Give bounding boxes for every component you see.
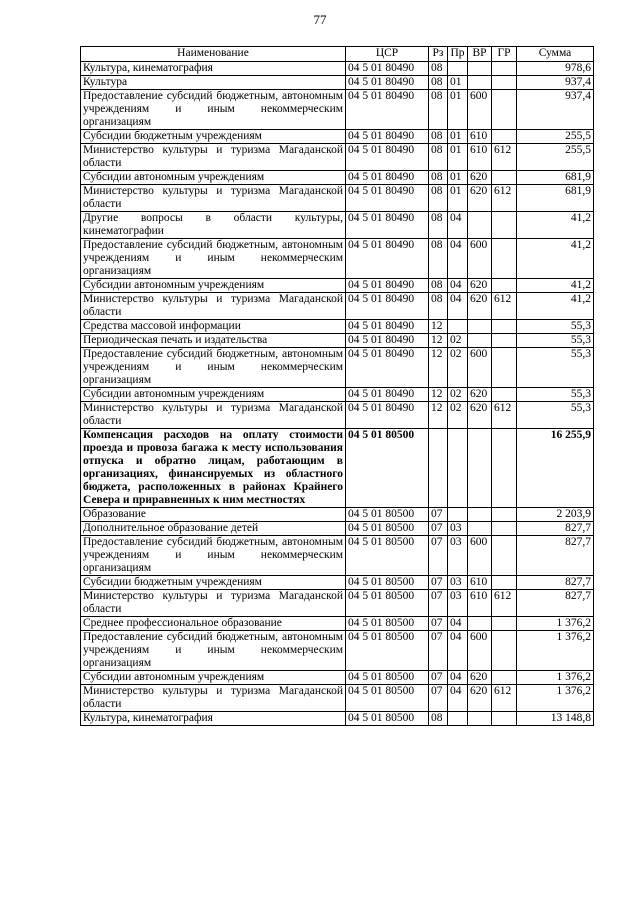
cell-rz — [429, 429, 448, 508]
table-row — [81, 279, 594, 293]
cell-pr: 04 — [448, 685, 468, 712]
cell-pr — [448, 508, 468, 522]
cell-pr: 03 — [448, 536, 468, 576]
cell-pr: 04 — [448, 212, 468, 239]
cell-gr — [492, 62, 517, 76]
table-row — [81, 334, 594, 348]
cell-name: Дополнительное образование детей — [81, 522, 346, 536]
cell-csr: 04 5 01 80500 — [346, 508, 429, 522]
cell-sum: 681,9 — [517, 171, 594, 185]
cell-vr — [468, 522, 492, 536]
cell-rz: 08 — [429, 239, 448, 279]
table-row — [81, 402, 594, 429]
cell-gr: 612 — [492, 590, 517, 617]
cell-pr: 01 — [448, 76, 468, 90]
cell-name: Периодическая печать и издательства — [81, 334, 346, 348]
cell-csr: 04 5 01 80490 — [346, 130, 429, 144]
cell-csr: 04 5 01 80490 — [346, 62, 429, 76]
table-row — [81, 685, 594, 712]
cell-sum: 827,7 — [517, 536, 594, 576]
cell-pr: 04 — [448, 671, 468, 685]
table-row — [81, 348, 594, 388]
cell-pr: 04 — [448, 239, 468, 279]
cell-gr — [492, 631, 517, 671]
cell-csr: 04 5 01 80500 — [346, 617, 429, 631]
cell-sum: 41,2 — [517, 239, 594, 279]
column-header-csr: ЦСР — [346, 47, 429, 62]
cell-name: Министерство культуры и туризма Магаданской области — [81, 590, 346, 617]
cell-sum: 41,2 — [517, 279, 594, 293]
cell-sum: 827,7 — [517, 576, 594, 590]
cell-name: Субсидии автономным учреждениям — [81, 171, 346, 185]
cell-vr — [468, 508, 492, 522]
table-row — [81, 536, 594, 576]
table-row — [81, 590, 594, 617]
cell-gr — [492, 617, 517, 631]
cell-name: Образование — [81, 508, 346, 522]
cell-rz: 12 — [429, 320, 448, 334]
cell-csr: 04 5 01 80490 — [346, 320, 429, 334]
cell-gr — [492, 171, 517, 185]
table-row — [81, 320, 594, 334]
cell-csr: 04 5 01 80500 — [346, 590, 429, 617]
cell-rz: 07 — [429, 671, 448, 685]
cell-name: Субсидии бюджетным учреждениям — [81, 576, 346, 590]
cell-pr: 02 — [448, 334, 468, 348]
cell-gr — [492, 212, 517, 239]
table-row — [81, 522, 594, 536]
cell-pr: 04 — [448, 617, 468, 631]
cell-rz: 08 — [429, 212, 448, 239]
cell-gr — [492, 712, 517, 726]
table-row — [81, 508, 594, 522]
cell-gr — [492, 320, 517, 334]
cell-vr: 620 — [468, 671, 492, 685]
cell-rz: 12 — [429, 348, 448, 388]
cell-gr: 612 — [492, 293, 517, 320]
column-header-pr: Пр — [448, 47, 468, 62]
table-header-row — [81, 47, 594, 62]
cell-sum: 55,3 — [517, 320, 594, 334]
cell-pr: 04 — [448, 279, 468, 293]
cell-sum: 1 376,2 — [517, 631, 594, 671]
cell-csr: 04 5 01 80490 — [346, 76, 429, 90]
cell-rz: 08 — [429, 130, 448, 144]
cell-gr — [492, 508, 517, 522]
cell-vr: 610 — [468, 590, 492, 617]
cell-vr: 620 — [468, 388, 492, 402]
cell-gr — [492, 522, 517, 536]
table-row — [81, 617, 594, 631]
cell-sum: 827,7 — [517, 590, 594, 617]
cell-gr — [492, 536, 517, 576]
table-row — [81, 239, 594, 279]
cell-sum: 55,3 — [517, 334, 594, 348]
cell-gr — [492, 239, 517, 279]
table-row — [81, 76, 594, 90]
cell-sum: 41,2 — [517, 212, 594, 239]
table-row — [81, 130, 594, 144]
cell-vr: 610 — [468, 144, 492, 171]
cell-csr: 04 5 01 80500 — [346, 429, 429, 508]
cell-rz: 08 — [429, 712, 448, 726]
cell-csr: 04 5 01 80500 — [346, 685, 429, 712]
cell-name: Министерство культуры и туризма Магаданской области — [81, 402, 346, 429]
cell-vr — [468, 320, 492, 334]
table-row — [81, 712, 594, 726]
cell-csr: 04 5 01 80490 — [346, 239, 429, 279]
column-header-gr: ГР — [492, 47, 517, 62]
cell-pr: 01 — [448, 90, 468, 130]
page-number: 77 — [313, 12, 327, 27]
cell-csr: 04 5 01 80500 — [346, 671, 429, 685]
cell-vr — [468, 429, 492, 508]
cell-pr: 03 — [448, 522, 468, 536]
cell-sum: 13 148,8 — [517, 712, 594, 726]
cell-gr — [492, 76, 517, 90]
cell-name: Предоставление субсидий бюджетным, автономным учреждениям и иным некоммерческим организациям — [81, 348, 346, 388]
cell-rz: 12 — [429, 402, 448, 429]
table-row — [81, 62, 594, 76]
table-row — [81, 293, 594, 320]
cell-vr: 620 — [468, 685, 492, 712]
budget-table — [80, 46, 594, 726]
cell-pr — [448, 320, 468, 334]
cell-csr: 04 5 01 80500 — [346, 536, 429, 576]
cell-name: Среднее профессиональное образование — [81, 617, 346, 631]
cell-rz: 08 — [429, 90, 448, 130]
cell-name: Предоставление субсидий бюджетным, автономным учреждениям и иным некоммерческим организациям — [81, 536, 346, 576]
cell-gr — [492, 388, 517, 402]
cell-rz: 07 — [429, 536, 448, 576]
cell-pr: 03 — [448, 576, 468, 590]
cell-sum: 16 255,9 — [517, 429, 594, 508]
cell-pr — [448, 712, 468, 726]
cell-csr: 04 5 01 80490 — [346, 402, 429, 429]
cell-vr: 600 — [468, 239, 492, 279]
cell-csr: 04 5 01 80490 — [346, 171, 429, 185]
cell-name: Средства массовой информации — [81, 320, 346, 334]
cell-name: Министерство культуры и туризма Магаданской области — [81, 293, 346, 320]
column-header-rz: Рз — [429, 47, 448, 62]
cell-name: Субсидии автономным учреждениям — [81, 671, 346, 685]
cell-gr: 612 — [492, 402, 517, 429]
cell-vr: 620 — [468, 402, 492, 429]
cell-pr — [448, 429, 468, 508]
cell-name: Министерство культуры и туризма Магаданской области — [81, 685, 346, 712]
cell-rz: 07 — [429, 576, 448, 590]
cell-vr — [468, 617, 492, 631]
cell-rz: 07 — [429, 685, 448, 712]
cell-sum: 2 203,9 — [517, 508, 594, 522]
table-row — [81, 671, 594, 685]
cell-name: Другие вопросы в области культуры, кинематографии — [81, 212, 346, 239]
cell-sum: 55,3 — [517, 402, 594, 429]
cell-vr — [468, 212, 492, 239]
column-header-vr: ВР — [468, 47, 492, 62]
cell-name: Министерство культуры и туризма Магаданской области — [81, 144, 346, 171]
cell-sum: 55,3 — [517, 348, 594, 388]
table-row — [81, 144, 594, 171]
cell-rz: 07 — [429, 631, 448, 671]
cell-csr: 04 5 01 80490 — [346, 90, 429, 130]
cell-rz: 12 — [429, 388, 448, 402]
cell-csr: 04 5 01 80490 — [346, 185, 429, 212]
cell-name: Предоставление субсидий бюджетным, автономным учреждениям и иным некоммерческим организациям — [81, 90, 346, 130]
cell-vr: 600 — [468, 536, 492, 576]
cell-pr: 01 — [448, 130, 468, 144]
cell-name: Субсидии бюджетным учреждениям — [81, 130, 346, 144]
cell-name: Министерство культуры и туризма Магаданской области — [81, 185, 346, 212]
cell-vr — [468, 62, 492, 76]
cell-csr: 04 5 01 80490 — [346, 279, 429, 293]
cell-csr: 04 5 01 80490 — [346, 348, 429, 388]
cell-name: Предоставление субсидий бюджетным, автономным учреждениям и иным некоммерческим организациям — [81, 239, 346, 279]
cell-pr: 04 — [448, 293, 468, 320]
cell-vr: 610 — [468, 576, 492, 590]
table-row — [81, 171, 594, 185]
cell-csr: 04 5 01 80490 — [346, 144, 429, 171]
cell-gr — [492, 334, 517, 348]
cell-name: Предоставление субсидий бюджетным, автономным учреждениям и иным некоммерческим организациям — [81, 631, 346, 671]
cell-rz: 12 — [429, 334, 448, 348]
cell-rz: 08 — [429, 171, 448, 185]
cell-sum: 978,6 — [517, 62, 594, 76]
cell-rz: 07 — [429, 508, 448, 522]
cell-gr — [492, 90, 517, 130]
cell-sum: 681,9 — [517, 185, 594, 212]
cell-vr: 620 — [468, 185, 492, 212]
cell-vr — [468, 712, 492, 726]
table-row — [81, 576, 594, 590]
cell-name: Компенсация расходов на оплату стоимости проезда и провоза багажа к месту использования отпуска и обратно лицам, работающим в организациях, финансируемых из областного бюджета, расположенных в районах Крайнего Севера и приравненных к ним местностях — [81, 429, 346, 508]
cell-name: Субсидии автономным учреждениям — [81, 279, 346, 293]
cell-sum: 1 376,2 — [517, 617, 594, 631]
cell-csr: 04 5 01 80500 — [346, 522, 429, 536]
cell-gr — [492, 348, 517, 388]
table-row — [81, 185, 594, 212]
cell-pr: 02 — [448, 388, 468, 402]
column-header-name: Наименование — [81, 47, 346, 62]
cell-sum: 255,5 — [517, 130, 594, 144]
cell-csr: 04 5 01 80500 — [346, 712, 429, 726]
cell-sum: 1 376,2 — [517, 671, 594, 685]
table-row — [81, 212, 594, 239]
cell-pr: 02 — [448, 402, 468, 429]
cell-vr: 600 — [468, 90, 492, 130]
cell-csr: 04 5 01 80490 — [346, 388, 429, 402]
cell-sum: 937,4 — [517, 76, 594, 90]
cell-rz: 07 — [429, 590, 448, 617]
column-header-sum: Сумма — [517, 47, 594, 62]
cell-pr: 01 — [448, 144, 468, 171]
cell-rz: 08 — [429, 279, 448, 293]
cell-pr: 01 — [448, 171, 468, 185]
cell-pr: 02 — [448, 348, 468, 388]
cell-csr: 04 5 01 80490 — [346, 293, 429, 320]
cell-gr — [492, 429, 517, 508]
cell-rz: 08 — [429, 76, 448, 90]
cell-name: Культура, кинематография — [81, 712, 346, 726]
cell-gr — [492, 576, 517, 590]
table-row — [81, 429, 594, 508]
cell-gr — [492, 130, 517, 144]
cell-sum: 41,2 — [517, 293, 594, 320]
cell-vr: 600 — [468, 348, 492, 388]
cell-vr: 620 — [468, 279, 492, 293]
cell-name: Культура, кинематография — [81, 62, 346, 76]
table-row — [81, 388, 594, 402]
cell-pr: 03 — [448, 590, 468, 617]
cell-vr: 610 — [468, 130, 492, 144]
cell-vr — [468, 76, 492, 90]
cell-pr — [448, 62, 468, 76]
cell-rz: 07 — [429, 522, 448, 536]
cell-rz: 08 — [429, 144, 448, 171]
cell-name: Субсидии автономным учреждениям — [81, 388, 346, 402]
cell-csr: 04 5 01 80490 — [346, 334, 429, 348]
cell-gr: 612 — [492, 185, 517, 212]
cell-gr — [492, 671, 517, 685]
cell-csr: 04 5 01 80500 — [346, 631, 429, 671]
cell-sum: 255,5 — [517, 144, 594, 171]
cell-vr: 600 — [468, 631, 492, 671]
cell-pr: 04 — [448, 631, 468, 671]
table-row — [81, 90, 594, 130]
cell-vr — [468, 334, 492, 348]
cell-vr: 620 — [468, 293, 492, 320]
cell-rz: 08 — [429, 185, 448, 212]
cell-sum: 937,4 — [517, 90, 594, 130]
table-row — [81, 631, 594, 671]
cell-sum: 827,7 — [517, 522, 594, 536]
cell-name: Культура — [81, 76, 346, 90]
cell-gr: 612 — [492, 685, 517, 712]
cell-csr: 04 5 01 80490 — [346, 212, 429, 239]
cell-rz: 08 — [429, 293, 448, 320]
cell-gr — [492, 279, 517, 293]
cell-pr: 01 — [448, 185, 468, 212]
cell-gr: 612 — [492, 144, 517, 171]
cell-rz: 08 — [429, 62, 448, 76]
cell-rz: 07 — [429, 617, 448, 631]
cell-sum: 55,3 — [517, 388, 594, 402]
cell-vr: 620 — [468, 171, 492, 185]
cell-csr: 04 5 01 80500 — [346, 576, 429, 590]
cell-sum: 1 376,2 — [517, 685, 594, 712]
